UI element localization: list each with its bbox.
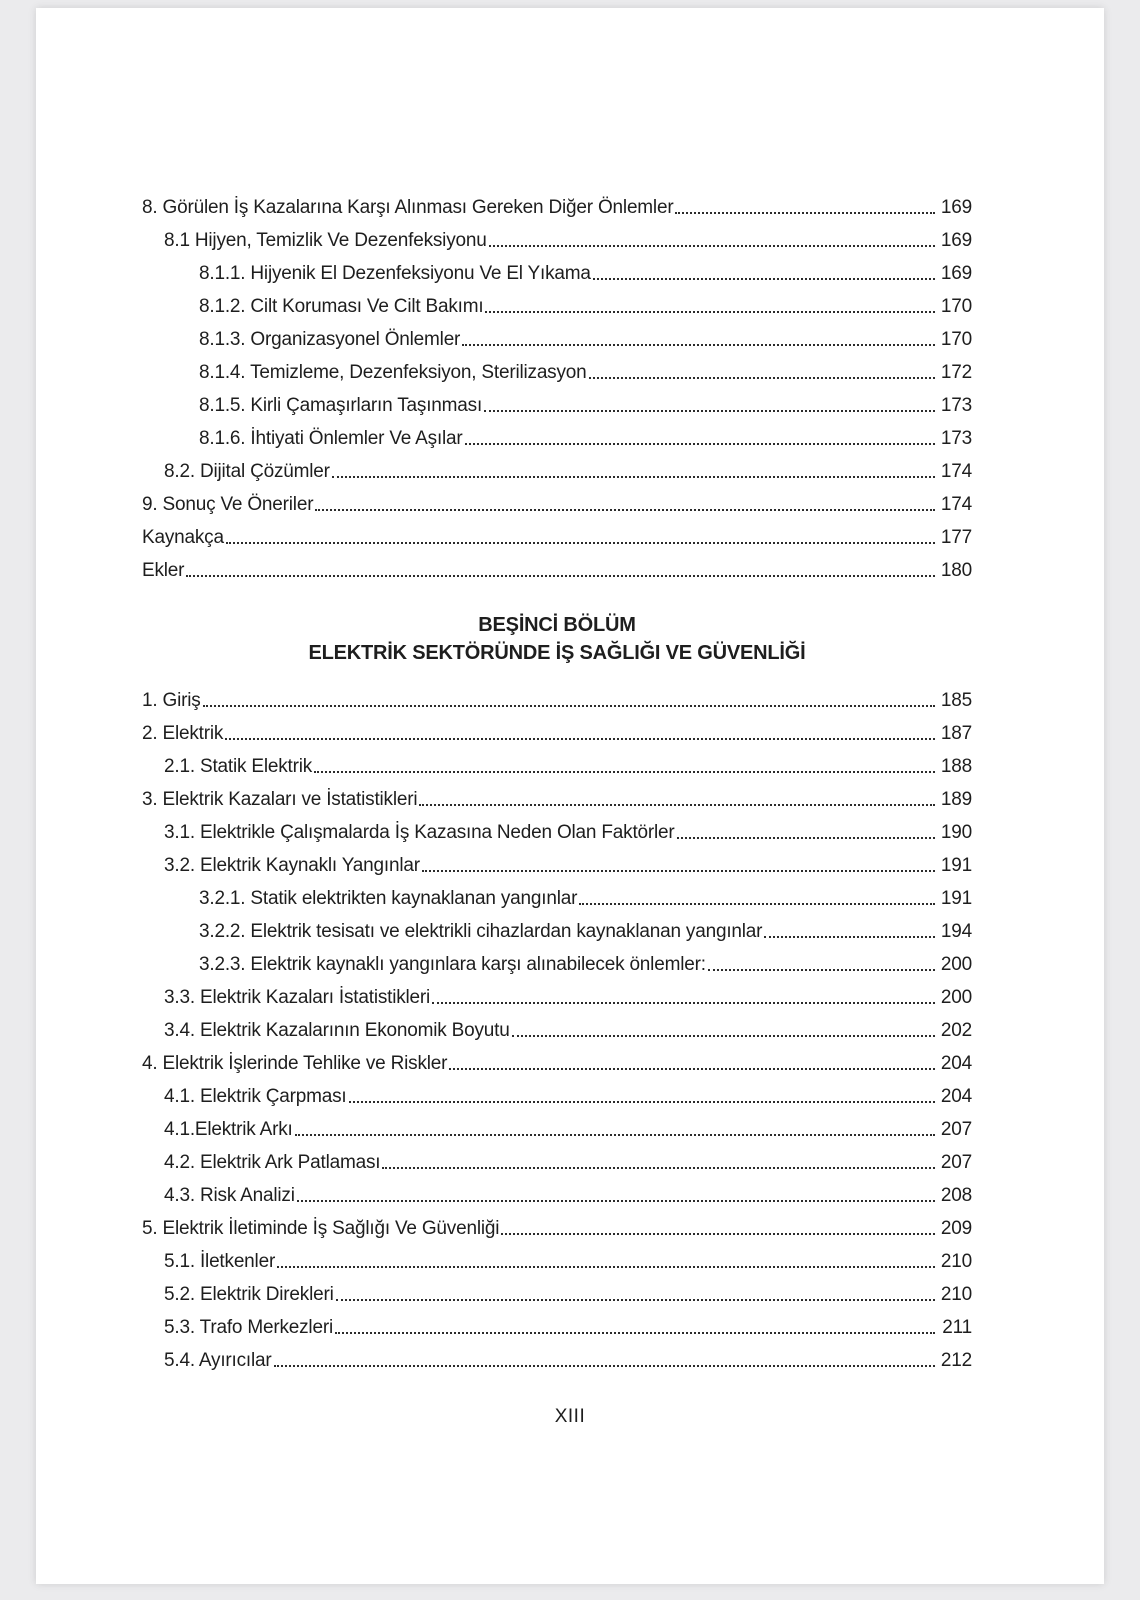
- dot-leader: [501, 1233, 935, 1235]
- toc-entry: [142, 521, 972, 554]
- toc-entry: [142, 882, 972, 915]
- toc-entry: [142, 356, 972, 389]
- toc-entry: [142, 323, 972, 356]
- toc-entry-title: 8.1.4. Temizleme, Dezenfeksiyon, Sterilizasyon: [199, 362, 587, 383]
- toc-entry: [142, 717, 972, 750]
- toc-entry-page: 200: [940, 987, 972, 1008]
- toc-entry-page: 204: [940, 1086, 972, 1107]
- toc-entry: [142, 191, 972, 224]
- toc-entry: [142, 948, 972, 981]
- toc-entry-title: 3.2. Elektrik Kaynaklı Yangınlar: [164, 855, 420, 876]
- dot-leader: [593, 278, 935, 280]
- dot-leader: [297, 1200, 935, 1202]
- chapter-title: ELEKTRİK SEKTÖRÜNDE İŞ SAĞLIĞI VE GÜVENLİĞİ: [308, 642, 806, 664]
- dot-leader: [226, 542, 935, 544]
- dot-leader: [449, 1068, 935, 1070]
- toc-entry-title: 8.1.1. Hijyenik El Dezenfeksiyonu Ve El Yıkama: [199, 263, 591, 284]
- toc-entry-title: 8.1.3. Organizasyonel Önlemler: [199, 329, 461, 350]
- toc-entry-title: 4.1.Elektrik Arkı: [164, 1119, 293, 1140]
- toc-entry-page: 211: [942, 1317, 972, 1338]
- toc-entry: [142, 1080, 972, 1113]
- toc-entry-title: 3.1. Elektrikle Çalışmalarda İş Kazasına Neden Olan Faktörler: [164, 822, 675, 843]
- toc-entry: [142, 488, 972, 521]
- dot-leader: [349, 1101, 936, 1103]
- toc-entry-title: 3.2.1. Statik elektrikten kaynaklanan yangınlar: [199, 888, 578, 909]
- dot-leader: [485, 311, 935, 313]
- toc-entry: [142, 1014, 972, 1047]
- dot-leader: [314, 771, 935, 773]
- toc-entry-title: Kaynakça: [142, 527, 224, 548]
- toc-entry: [142, 422, 972, 455]
- toc-entry-title: 8. Görülen İş Kazalarına Karşı Alınması Gereken Diğer Önlemler: [142, 197, 674, 218]
- toc-entry: [142, 750, 972, 783]
- toc-entry-page: 209: [940, 1218, 972, 1239]
- table-of-contents-part-2: [142, 684, 972, 1377]
- toc-entry-title: 5.4. Ayırıcılar: [164, 1350, 272, 1371]
- toc-entry: [142, 224, 972, 257]
- dot-leader: [589, 377, 935, 379]
- toc-entry-title: 3.2.2. Elektrik tesisatı ve elektrikli cihazlardan kaynaklanan yangınlar: [199, 921, 763, 942]
- toc-entry-title: Ekler: [142, 560, 185, 581]
- dot-leader: [489, 245, 935, 247]
- toc-entry: [142, 1344, 972, 1377]
- toc-entry-title: 4.2. Elektrik Ark Patlaması: [164, 1152, 381, 1173]
- toc-entry-page: 174: [940, 461, 972, 482]
- toc-entry-page: 210: [940, 1251, 972, 1272]
- dot-leader: [432, 1002, 935, 1004]
- toc-entry-page: 172: [940, 362, 972, 383]
- toc-entry-title: 8.1.5. Kirli Çamaşırların Taşınması: [199, 395, 483, 416]
- toc-entry: [142, 1278, 972, 1311]
- dot-leader: [295, 1134, 935, 1136]
- toc-entry-title: 1. Giriş: [142, 690, 201, 711]
- toc-entry: [142, 981, 972, 1014]
- toc-entry-title: 3.2.3. Elektrik kaynaklı yangınlara karşı alınabilecek önlemler:: [199, 954, 706, 975]
- toc-entry: [142, 915, 972, 948]
- dot-leader: [277, 1266, 935, 1268]
- toc-entry: [142, 1245, 972, 1278]
- toc-entry-title: 4.3. Risk Analizi: [164, 1185, 295, 1206]
- toc-entry-page: 187: [940, 723, 972, 744]
- dot-leader: [465, 443, 935, 445]
- toc-entry-title: 8.1.2. Cilt Koruması Ve Cilt Bakımı: [199, 296, 484, 317]
- toc-entry-title: 8.2. Dijital Çözümler: [164, 461, 330, 482]
- toc-entry-page: 180: [940, 560, 972, 581]
- toc-entry-title: 4.1. Elektrik Çarpması: [164, 1086, 347, 1107]
- dot-leader: [225, 738, 935, 740]
- dot-leader: [332, 476, 935, 478]
- toc-entry-title: 2. Elektrik: [142, 723, 224, 744]
- toc-entry-title: 5.2. Elektrik Direkleri: [164, 1284, 334, 1305]
- page-number: XIII: [554, 1406, 586, 1427]
- toc-entry: [142, 1047, 972, 1080]
- toc-entry-page: 190: [940, 822, 972, 843]
- toc-entry-page: 202: [940, 1020, 972, 1041]
- dot-leader: [274, 1365, 935, 1367]
- dot-leader: [675, 212, 935, 214]
- dot-leader: [336, 1299, 935, 1301]
- toc-entry-page: 169: [940, 230, 972, 251]
- dot-leader: [484, 410, 935, 412]
- dot-leader: [186, 575, 935, 577]
- toc-entry-page: 210: [940, 1284, 972, 1305]
- toc-entry: [142, 1113, 972, 1146]
- dot-leader: [315, 509, 935, 511]
- toc-entry: [142, 816, 972, 849]
- toc-entry-page: 200: [940, 954, 972, 975]
- toc-entry: [142, 389, 972, 422]
- dot-leader: [335, 1332, 935, 1334]
- toc-entry-title: 4. Elektrik İşlerinde Tehlike ve Riskler: [142, 1053, 448, 1074]
- toc-entry-page: 177: [940, 527, 972, 548]
- toc-entry: [142, 455, 972, 488]
- toc-entry-page: 188: [940, 756, 972, 777]
- toc-entry: [142, 1146, 972, 1179]
- toc-entry: [142, 783, 972, 816]
- toc-entry-title: 8.1.6. İhtiyati Önlemler Ve Aşılar: [199, 428, 463, 449]
- toc-entry: [142, 1179, 972, 1212]
- toc-entry-page: 194: [940, 921, 972, 942]
- toc-entry-page: 207: [940, 1152, 972, 1173]
- toc-entry-page: 173: [940, 428, 972, 449]
- toc-entry-title: 3. Elektrik Kazaları ve İstatistikleri: [142, 789, 418, 810]
- chapter-heading: BEŞİNCİ BÖLÜM: [478, 614, 636, 636]
- table-of-contents-part-1: [142, 191, 972, 587]
- toc-entry-page: 170: [940, 296, 972, 317]
- toc-entry-page: 204: [940, 1053, 972, 1074]
- toc-entry-page: 185: [940, 690, 972, 711]
- dot-leader: [419, 804, 935, 806]
- toc-entry-title: 3.4. Elektrik Kazalarının Ekonomik Boyutu: [164, 1020, 510, 1041]
- toc-entry-title: 9. Sonuç Ve Öneriler: [142, 494, 314, 515]
- toc-entry-page: 207: [940, 1119, 972, 1140]
- toc-entry-title: 2.1. Statik Elektrik: [164, 756, 313, 777]
- toc-entry-page: 169: [940, 263, 972, 284]
- toc-entry-page: 174: [940, 494, 972, 515]
- dot-leader: [422, 870, 935, 872]
- toc-entry-page: 191: [940, 855, 972, 876]
- dot-leader: [677, 837, 935, 839]
- toc-entry-page: 208: [940, 1185, 972, 1206]
- toc-entry-page: 173: [940, 395, 972, 416]
- dot-leader: [764, 936, 935, 938]
- dot-leader: [579, 903, 935, 905]
- dot-leader: [203, 705, 935, 707]
- toc-entry: [142, 257, 972, 290]
- toc-entry-title: 5.3. Trafo Merkezleri: [164, 1317, 333, 1338]
- dot-leader: [708, 969, 935, 971]
- dot-leader: [462, 344, 935, 346]
- toc-entry: [142, 1311, 972, 1344]
- dot-leader: [512, 1035, 935, 1037]
- toc-entry-page: 191: [940, 888, 972, 909]
- toc-entry: [142, 290, 972, 323]
- toc-entry-title: 5.1. İletkenler: [164, 1251, 276, 1272]
- toc-entry: [142, 1212, 972, 1245]
- toc-entry-page: 169: [940, 197, 972, 218]
- toc-entry: [142, 554, 972, 587]
- toc-entry-title: 5. Elektrik İletiminde İş Sağlığı Ve Güvenliği: [142, 1218, 500, 1239]
- toc-entry-title: 8.1 Hijyen, Temizlik Ve Dezenfeksiyonu: [164, 230, 487, 251]
- dot-leader: [382, 1167, 935, 1169]
- toc-entry: [142, 849, 972, 882]
- toc-entry-page: 170: [940, 329, 972, 350]
- toc-entry-title: 3.3. Elektrik Kazaları İstatistikleri: [164, 987, 431, 1008]
- toc-entry-page: 212: [940, 1350, 972, 1371]
- toc-entry-page: 189: [940, 789, 972, 810]
- toc-entry: [142, 684, 972, 717]
